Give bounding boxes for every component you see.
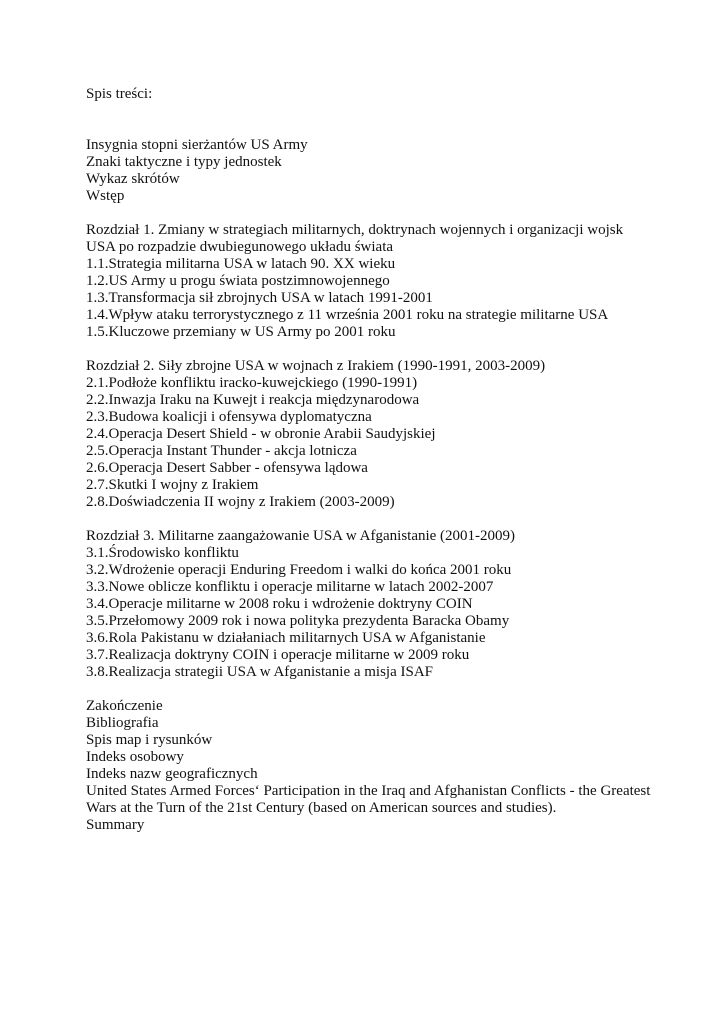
toc-entry: Wstęp [86, 188, 125, 204]
toc-entry: 2.2.Inwazja Iraku na Kuwejt i reakcja międzynarodowa [86, 392, 420, 408]
toc-entry: 3.2.Wdrożenie operacji Enduring Freedom i walki do końca 2001 roku [86, 562, 512, 578]
toc-entry: 3.1.Środowisko konfliktu [86, 545, 239, 561]
chapter-title: Rozdział 2. Siły zbrojne USA w wojnach z Irakiem (1990-1991, 2003-2009) [86, 358, 546, 374]
toc-entry: 3.3.Nowe oblicze konfliktu i operacje militarne w latach 2002-2007 [86, 579, 494, 595]
toc-entry: Insygnia stopni sierżantów US Army [86, 137, 308, 153]
english-title-continued: Wars at the Turn of the 21st Century (based on American sources and studies). [86, 800, 557, 816]
toc-entry: 2.6.Operacja Desert Sabber - ofensywa lądowa [86, 460, 368, 476]
toc-entry: 1.5.Kluczowe przemiany w US Army po 2001 roku [86, 324, 396, 340]
spacer [86, 205, 666, 222]
toc-entry: 1.3.Transformacja sił zbrojnych USA w latach 1991-2001 [86, 290, 433, 306]
toc-entry: 3.7.Realizacja doktryny COIN i operacje militarne w 2009 roku [86, 647, 470, 663]
table-of-contents [86, 86, 666, 834]
toc-entry: Spis map i rysunków [86, 732, 213, 748]
toc-entry: Wykaz skrótów [86, 171, 180, 187]
toc-entry: 3.6.Rola Pakistanu w działaniach militarnych USA w Afganistanie [86, 630, 486, 646]
toc-entry: 3.8.Realizacja strategii USA w Afganistanie a misja ISAF [86, 664, 434, 680]
toc-entry: Indeks osobowy [86, 749, 184, 765]
spacer [86, 511, 666, 528]
toc-entry: 1.4.Wpływ ataku terrorystycznego z 11 września 2001 roku na strategie militarne USA [86, 307, 609, 323]
toc-entry: Zakończenie [86, 698, 163, 714]
chapter-3-section [86, 528, 666, 681]
chapter-1-section [86, 222, 666, 341]
toc-heading: Spis treści: [86, 86, 153, 102]
spacer [86, 341, 666, 358]
spacer [86, 103, 666, 137]
toc-entry: 3.4.Operacje militarne w 2008 roku i wdrożenie doktryny COIN [86, 596, 473, 612]
chapter-title: Rozdział 1. Zmiany w strategiach militarnych, doktrynach wojennych i organizacji wojsk [86, 222, 624, 238]
toc-entry: 1.2.US Army u progu świata postzimnowojennego [86, 273, 390, 289]
english-title: United States Armed Forces‘ Participation in the Iraq and Afghanistan Conflicts - the Greatest [86, 783, 651, 799]
chapter-title-continued: USA po rozpadzie dwubiegunowego układu świata [86, 239, 394, 255]
toc-entry: Indeks nazw geograficznych [86, 766, 258, 782]
toc-entry: Bibliografia [86, 715, 159, 731]
toc-entry: 2.7.Skutki I wojny z Irakiem [86, 477, 259, 493]
toc-entry: 2.8.Doświadczenia II wojny z Irakiem (2003-2009) [86, 494, 395, 510]
toc-entry: 2.5.Operacja Instant Thunder - akcja lotnicza [86, 443, 357, 459]
toc-entry: 2.3.Budowa koalicji i ofensywa dyplomatyczna [86, 409, 372, 425]
chapter-title: Rozdział 3. Militarne zaangażowanie USA w Afganistanie (2001-2009) [86, 528, 516, 544]
back-matter-list [86, 698, 666, 834]
spacer [86, 681, 666, 698]
toc-entry: 2.4.Operacja Desert Shield - w obronie Arabii Saudyjskiej [86, 426, 436, 442]
toc-entry: 1.1.Strategia militarna USA w latach 90. XX wieku [86, 256, 396, 272]
toc-entry-summary: Summary [86, 817, 145, 833]
front-matter-list [86, 137, 666, 205]
toc-entry: Znaki taktyczne i typy jednostek [86, 154, 282, 170]
toc-entry: 3.5.Przełomowy 2009 rok i nowa polityka prezydenta Baracka Obamy [86, 613, 510, 629]
toc-entry: 2.1.Podłoże konfliktu iracko-kuwejckiego (1990-1991) [86, 375, 418, 391]
chapter-2-section [86, 358, 666, 511]
